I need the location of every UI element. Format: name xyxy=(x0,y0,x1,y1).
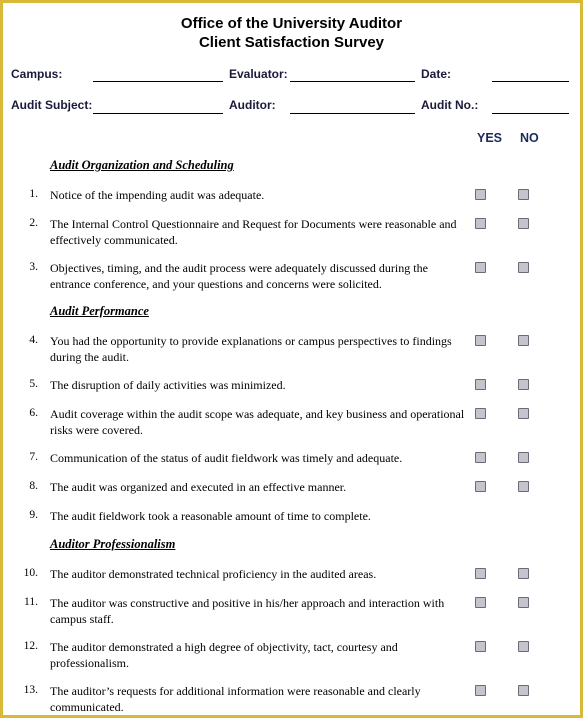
no-checkbox[interactable] xyxy=(518,189,529,200)
no-checkbox[interactable] xyxy=(518,218,529,229)
date-label: Date: xyxy=(421,67,452,81)
question-number: 5. xyxy=(29,378,38,390)
no-checkbox[interactable] xyxy=(518,597,529,608)
question-number: 7. xyxy=(29,451,38,463)
question-text: The auditor’s requests for additional information were reasonable and clearly communicated. xyxy=(50,684,421,714)
question-text: Audit coverage within the audit scope was adequate, and key business and operational risks were covered. xyxy=(50,407,465,437)
audit-no-label: Audit No.: xyxy=(421,98,479,112)
question-text: You had the opportunity to provide explanations or campus perspectives to findings during the audit. xyxy=(50,334,452,364)
campus-label: Campus: xyxy=(11,67,63,81)
yes-checkbox[interactable] xyxy=(475,452,486,463)
section-title: Auditor Professionalism xyxy=(50,537,176,551)
no-column-header: NO xyxy=(520,131,539,145)
no-checkbox[interactable] xyxy=(518,452,529,463)
question-text: The auditor demonstrated a high degree of objectivity, tact, courtesy and professionalism. xyxy=(50,640,398,670)
audit-subject-label: Audit Subject: xyxy=(11,98,93,112)
question-number: 8. xyxy=(29,480,38,492)
no-checkbox[interactable] xyxy=(518,379,529,390)
question-text: Notice of the impending audit was adequate. xyxy=(50,188,265,202)
question-number: 11. xyxy=(24,596,38,608)
question-number: 4. xyxy=(29,334,38,346)
page-subtitle: Client Satisfaction Survey xyxy=(198,34,385,51)
question-number: 13. xyxy=(23,684,38,696)
campus-field[interactable] xyxy=(93,81,223,82)
question-text: The audit fieldwork took a reasonable amount of time to complete. xyxy=(50,509,371,523)
no-checkbox[interactable] xyxy=(518,641,529,652)
question-text: The auditor demonstrated technical proficiency in the audited areas. xyxy=(50,567,377,581)
question-number: 9. xyxy=(29,509,38,521)
question-number: 3. xyxy=(29,261,38,273)
question-number: 2. xyxy=(29,217,38,229)
section-title: Audit Performance xyxy=(50,304,149,318)
question-number: 6. xyxy=(29,407,38,419)
yes-checkbox[interactable] xyxy=(475,262,486,273)
yes-checkbox[interactable] xyxy=(475,641,486,652)
yes-checkbox[interactable] xyxy=(475,218,486,229)
yes-column-header: YES xyxy=(477,131,503,145)
yes-checkbox[interactable] xyxy=(475,481,486,492)
evaluator-field[interactable] xyxy=(290,81,415,82)
question-text: The auditor was constructive and positive in his/her approach and interaction with campus staff. xyxy=(50,596,445,626)
no-checkbox[interactable] xyxy=(518,262,529,273)
evaluator-label: Evaluator: xyxy=(229,67,288,81)
yes-checkbox[interactable] xyxy=(475,685,486,696)
question-text: Objectives, timing, and the audit process were adequately discussed during the entrance conference, and your questions and concerns were solicited. xyxy=(50,261,428,291)
no-checkbox[interactable] xyxy=(518,481,529,492)
question-text: The Internal Control Questionnaire and Request for Documents were reasonable and effectively communicated. xyxy=(50,217,457,247)
yes-checkbox[interactable] xyxy=(475,597,486,608)
yes-checkbox[interactable] xyxy=(475,379,486,390)
question-text: The audit was organized and executed in an effective manner. xyxy=(50,480,347,494)
page-title: Office of the University Auditor xyxy=(180,15,403,32)
no-checkbox[interactable] xyxy=(518,408,529,419)
yes-checkbox[interactable] xyxy=(475,568,486,579)
yes-checkbox[interactable] xyxy=(475,335,486,346)
auditor-label: Auditor: xyxy=(229,98,276,112)
question-number: 12. xyxy=(23,640,38,652)
no-checkbox[interactable] xyxy=(518,685,529,696)
no-checkbox[interactable] xyxy=(518,568,529,579)
auditor-field[interactable] xyxy=(290,113,415,114)
question-number: 10. xyxy=(23,567,38,579)
question-number: 1. xyxy=(29,188,38,200)
audit-subject-field[interactable] xyxy=(93,113,223,114)
yes-checkbox[interactable] xyxy=(475,189,486,200)
question-text: Communication of the status of audit fieldwork was timely and adequate. xyxy=(50,451,403,465)
section-title: Audit Organization and Scheduling xyxy=(50,158,234,172)
date-field[interactable] xyxy=(492,81,569,82)
question-text: The disruption of daily activities was minimized. xyxy=(50,378,286,392)
audit-no-field[interactable] xyxy=(492,113,569,114)
yes-checkbox[interactable] xyxy=(475,408,486,419)
no-checkbox[interactable] xyxy=(518,335,529,346)
